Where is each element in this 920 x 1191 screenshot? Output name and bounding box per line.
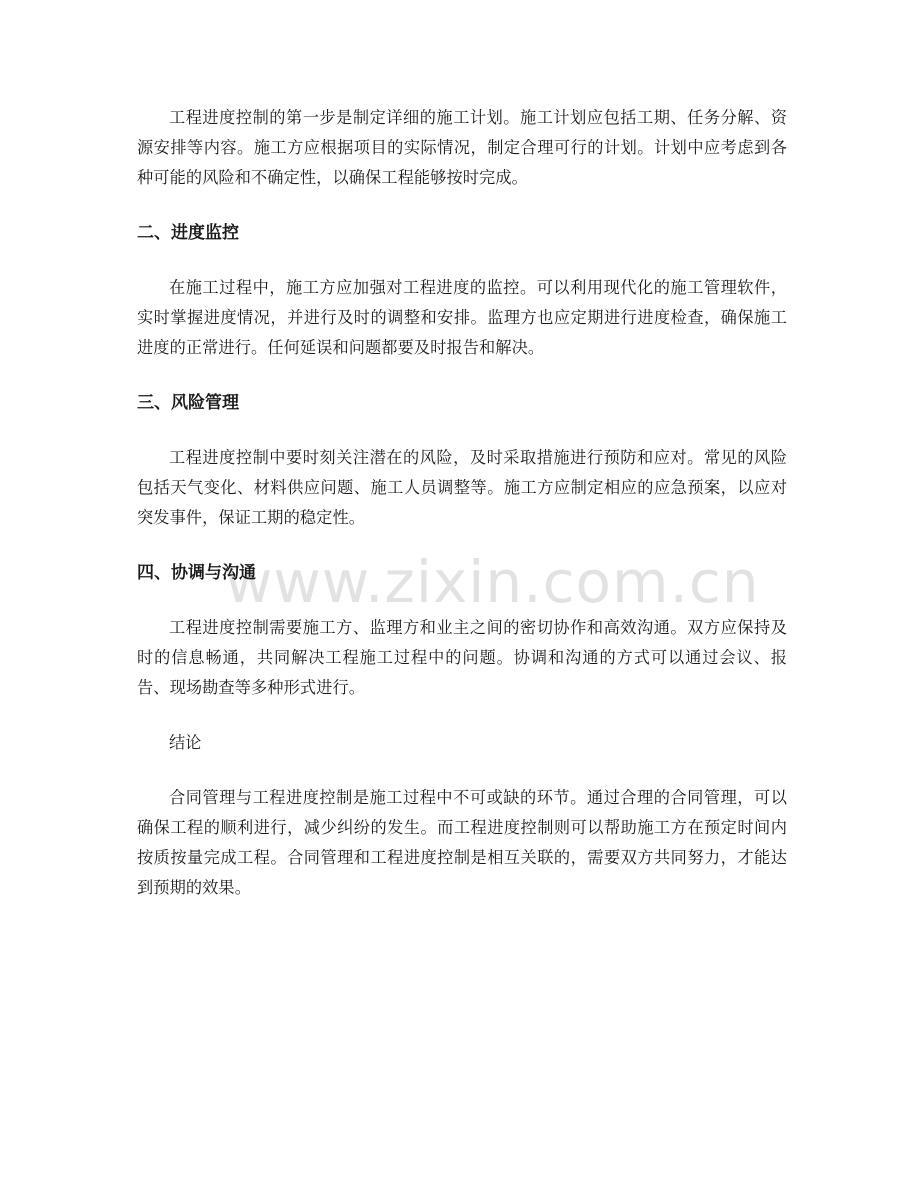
heading-risk-management: 三、风险管理 [137, 393, 239, 413]
paragraph-risk: 工程进度控制中要时刻关注潜在的风险，及时采取措施进行预防和应对。常见的风险包括天气变化、材料供应问题、施工人员调整等。施工方应制定相应的应急预案，以应对突发事件，保证工期的稳定性。 [137, 448, 787, 527]
paragraph-conclusion: 合同管理与工程进度控制是施工过程中不可或缺的环节。通过合理的合同管理，可以确保工程的顺利进行，减少纠纷的发生。而工程进度控制则可以帮助施工方在预定时间内按质按量完成工程。合同管理和工程进度控制是相互关联的，需要双方共同努力，才能达到预期的效果。 [137, 788, 787, 897]
paragraph-monitoring: 在施工过程中，施工方应加强对工程进度的监控。可以利用现代化的施工管理软件，实时掌握进度情况，并进行及时的调整和安排。监理方也应定期进行进度检查，确保施工进度的正常进行。任何延误和问题都要及时报告和解决。 [137, 278, 787, 357]
paragraph-plan: 工程进度控制的第一步是制定详细的施工计划。施工计划应包括工期、任务分解、资源安排等内容。施工方应根据项目的实际情况，制定合理可行的计划。计划中应考虑到各种可能的风险和不确定性，以确保工程能够按时完成。 [137, 108, 787, 187]
heading-progress-monitoring: 二、进度监控 [137, 223, 239, 243]
watermark: www.zixin.com.cn [225, 548, 760, 616]
conclusion-title: 结论 [169, 733, 202, 752]
document-body [137, 103, 787, 903]
paragraph-coordination: 工程进度控制需要施工方、监理方和业主之间的密切协作和高效沟通。双方应保持及时的信息畅通，共同解决工程施工过程中的问题。协调和沟通的方式可以通过会议、报告、现场勘查等多种形式进行。 [137, 618, 787, 697]
heading-coordination: 四、协调与沟通 [137, 563, 256, 583]
